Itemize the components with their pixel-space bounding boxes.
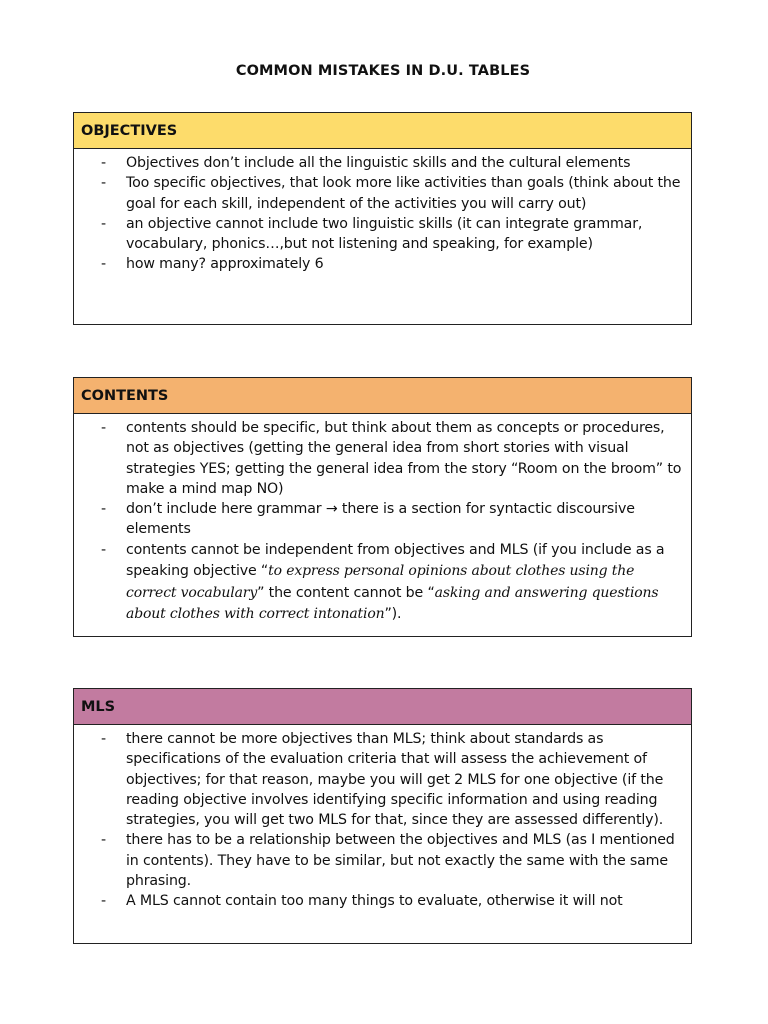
contents-item-3-part1: contents cannot be independent from objectives and MLS (if you include as a speaking objective “: [126, 541, 665, 580]
bullet-dash: -: [101, 215, 106, 232]
bullet-dash: -: [101, 501, 106, 518]
objectives-body: [74, 149, 691, 278]
bullet-dash: -: [101, 420, 106, 436]
list-item: [74, 153, 685, 173]
mls-item-1-text: there cannot be more objectives than MLS; think about standards as specifications of the evaluation criteria that will assess the achievement of objectives; for that reason, maybe you will get 2 MLS for one objective (if the reading objective involves identifying specific information and using reading strategies, you will get two MLS for that, since they are assessed differently).: [126, 731, 664, 829]
list-item: [74, 214, 685, 255]
bullet-dash: -: [101, 832, 106, 849]
contents-item-3-part2: ” the content cannot be “: [257, 584, 435, 601]
contents-header: CONTENTS: [74, 378, 691, 414]
bullet-dash: -: [101, 256, 106, 273]
contents-item-2-text: don’t include here grammar → there is a section for syntactic discoursive elements: [126, 501, 635, 538]
contents-body: [74, 414, 691, 629]
list-item: [74, 499, 685, 540]
contents-item-3-part3: ”).: [384, 606, 402, 623]
objectives-item-3-text: an objective cannot include two linguistic skills (it can integrate grammar, vocabulary, phonics…,but not listening and speaking, for example): [126, 215, 643, 253]
list-item: [74, 830, 685, 891]
mls-header: MLS: [74, 689, 691, 725]
objectives-header: OBJECTIVES: [74, 113, 691, 149]
bullet-dash: -: [101, 893, 106, 910]
contents-table: [73, 377, 692, 637]
list-item: [74, 418, 685, 499]
mls-item-3-text: A MLS cannot contain too many things to evaluate, otherwise it will not: [126, 893, 623, 910]
mls-table: [73, 688, 692, 944]
objectives-item-4-text: how many? approximately 6: [126, 256, 324, 273]
contents-item-1-text: contents should be specific, but think about them as concepts or procedures, not as objectives (getting the general idea from short stories with visual strategies YES; getting the general idea from the story “Room on the broom” to make a mind map NO): [126, 420, 682, 497]
list-item: [74, 540, 685, 626]
list-item: [74, 173, 685, 214]
list-item: [74, 729, 685, 830]
contents-list: [74, 418, 685, 626]
bullet-dash: -: [101, 175, 106, 192]
objectives-list: [74, 153, 685, 275]
mls-list: [74, 729, 685, 912]
contents-item-3-italic-content: asking and answering questions about clothes with correct intonation: [126, 584, 659, 623]
objectives-table: [73, 112, 692, 325]
mls-item-2-text: there has to be a relationship between the objectives and MLS (as I mentioned in contents). They have to be similar, but not exactly the same with the same phrasing.: [126, 832, 675, 890]
bullet-dash: -: [101, 155, 106, 171]
document-title: COMMON MISTAKES IN D.U. TABLES: [235, 63, 531, 79]
objectives-item-2-text: Too specific objectives, that look more like activities than goals (think about the goal for each skill, independent of the activities you will carry out): [126, 175, 681, 212]
list-item: [74, 891, 685, 911]
bullet-dash: -: [101, 541, 106, 558]
objectives-item-1-text: Objectives don’t include all the linguistic skills and the cultural elements: [126, 155, 631, 171]
list-item: [74, 254, 685, 274]
bullet-dash: -: [101, 731, 106, 747]
contents-item-3-italic-objective: to express personal opinions about clothes using the correct vocabulary: [126, 563, 635, 601]
mls-body: [74, 725, 691, 915]
